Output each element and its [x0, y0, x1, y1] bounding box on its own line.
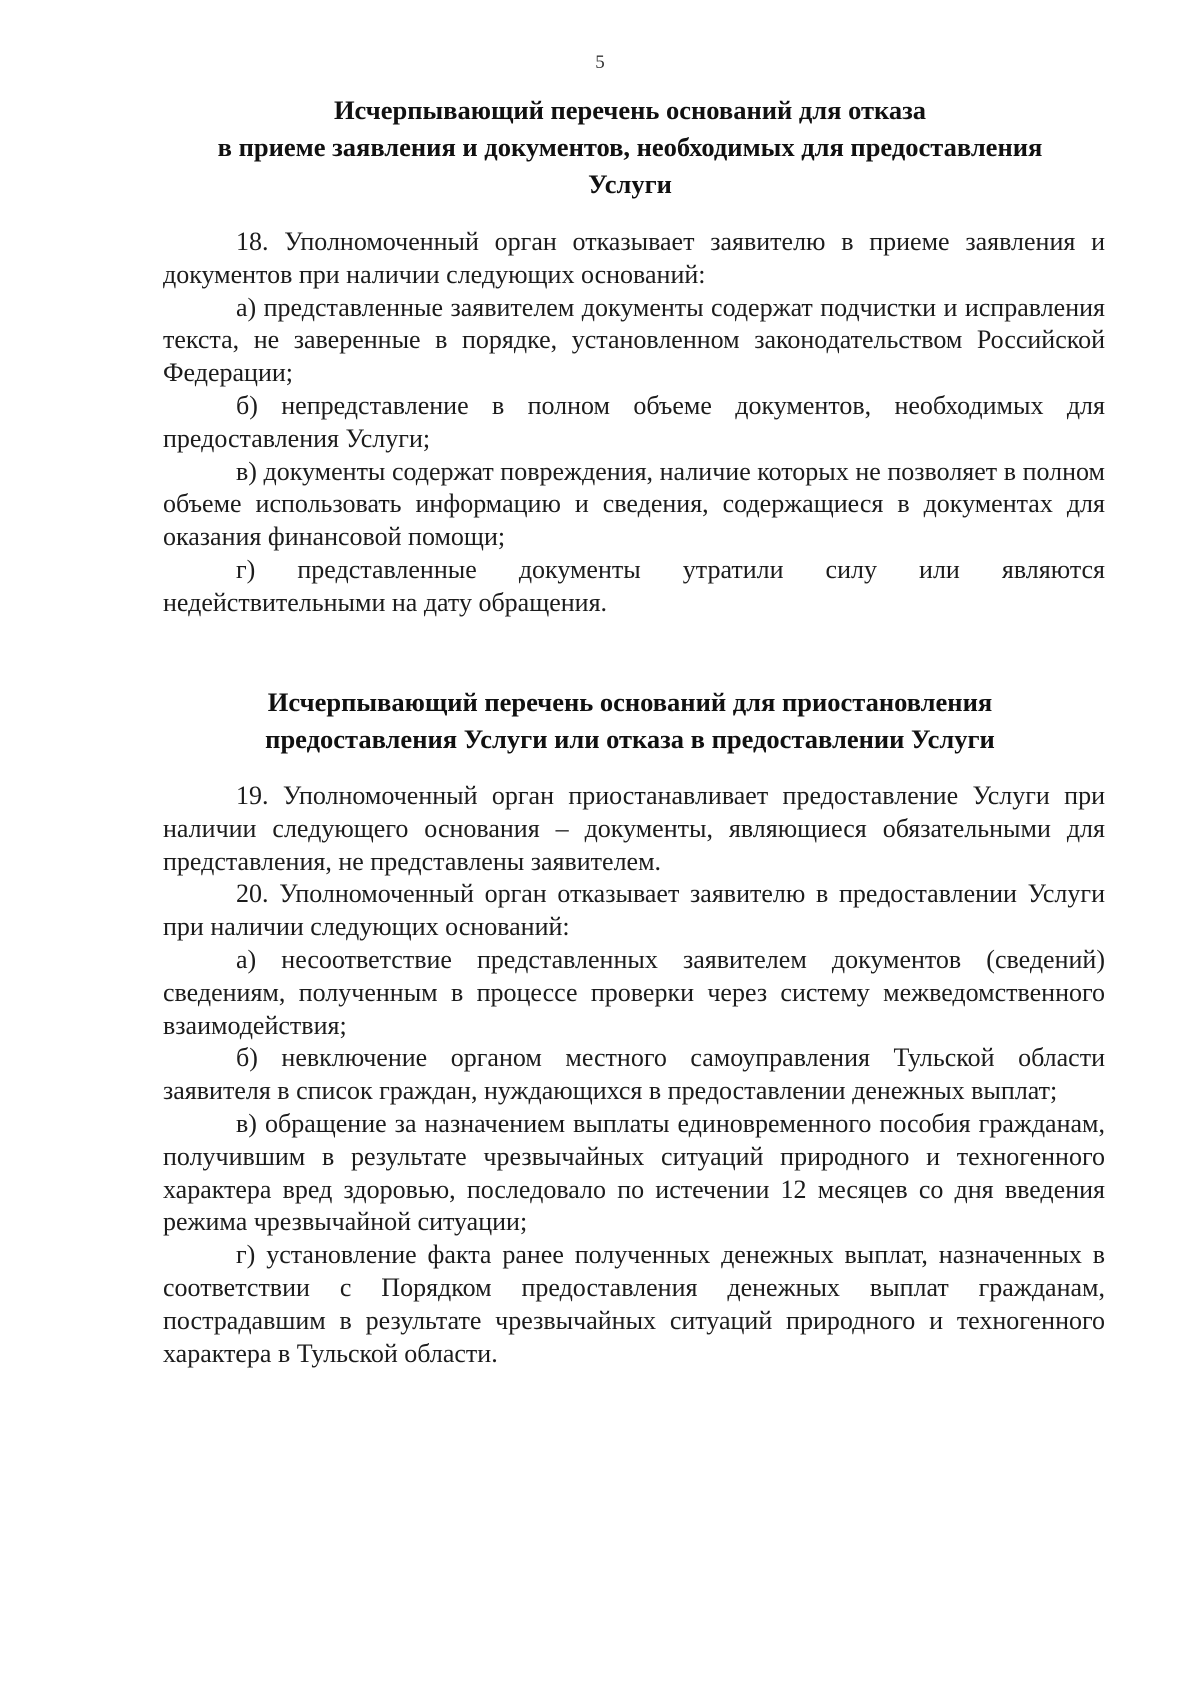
heading-line: предоставления Услуги или отказа в предоставлении Услуги — [265, 724, 995, 754]
paragraph-20-a: а) несоответствие представленных заявителем документов (сведений) сведениям, полученным в процессе проверки через систему межведомственного взаимодействия; — [163, 944, 1105, 1040]
paragraph-18: 18. Уполномоченный орган отказывает заявителю в приеме заявления и документов при наличии следующих оснований: — [163, 227, 1105, 289]
section-heading-refusal-acceptance — [150, 92, 1110, 203]
paragraph-20: 20. Уполномоченный орган отказывает заявителю в предоставлении Услуги при наличии следующих оснований: — [163, 879, 1105, 942]
heading-line: Исчерпывающий перечень оснований для отказа — [333, 95, 927, 125]
paragraph-20-v: в) обращение за назначением выплаты единовременного пособия гражданам, получившим в результате чрезвычайных ситуаций природного и техногенного характера вред здоровью, последовало по истечении 12 месяцев со дня введения режима чрезвычайной ситуации; — [163, 1108, 1105, 1237]
paragraph-18-g: г) представленные документы утратили силу или являются недействительными на дату обращения. — [163, 554, 1105, 617]
heading-line: Исчерпывающий перечень оснований для приостановления — [267, 687, 993, 717]
section-refusal-acceptance-body — [163, 226, 1105, 620]
section-suspension-refusal-body — [163, 780, 1105, 1370]
paragraph-20-g: г) установление факта ранее полученных денежных выплат, назначенных в соответствии с Порядком предоставления денежных выплат гражданам, пострадавшим в результате чрезвычайных ситуаций природного и техногенного характера в Тульской области. — [163, 1240, 1105, 1368]
section-heading-suspension-refusal — [150, 684, 1110, 758]
paragraph-18-v: в) документы содержат повреждения, наличие которых не позволяет в полном объеме использовать информацию и сведения, содержащиеся в документах для оказания финансовой помощи; — [163, 456, 1105, 552]
paragraph-18-a: а) представленные заявителем документы содержат подчистки и исправления текста, не заверенные в порядке, установленном законодательством Российской Федерации; — [163, 292, 1105, 388]
heading-line: Услуги — [588, 169, 672, 199]
paragraph-18-b: б) непредставление в полном объеме документов, необходимых для предоставления Услуги; — [163, 390, 1105, 453]
paragraph-19: 19. Уполномоченный орган приостанавливает предоставление Услуги при наличии следующего основания – документы, являющиеся обязательными для представления, не представлены заявителем. — [163, 781, 1105, 876]
paragraph-20-b: б) невключение органом местного самоуправления Тульской области заявителя в список граждан, нуждающихся в предоставлении денежных выплат; — [163, 1043, 1105, 1106]
heading-line: в приеме заявления и документов, необходимых для предоставления — [217, 132, 1043, 162]
page-number: 5 — [595, 52, 605, 73]
